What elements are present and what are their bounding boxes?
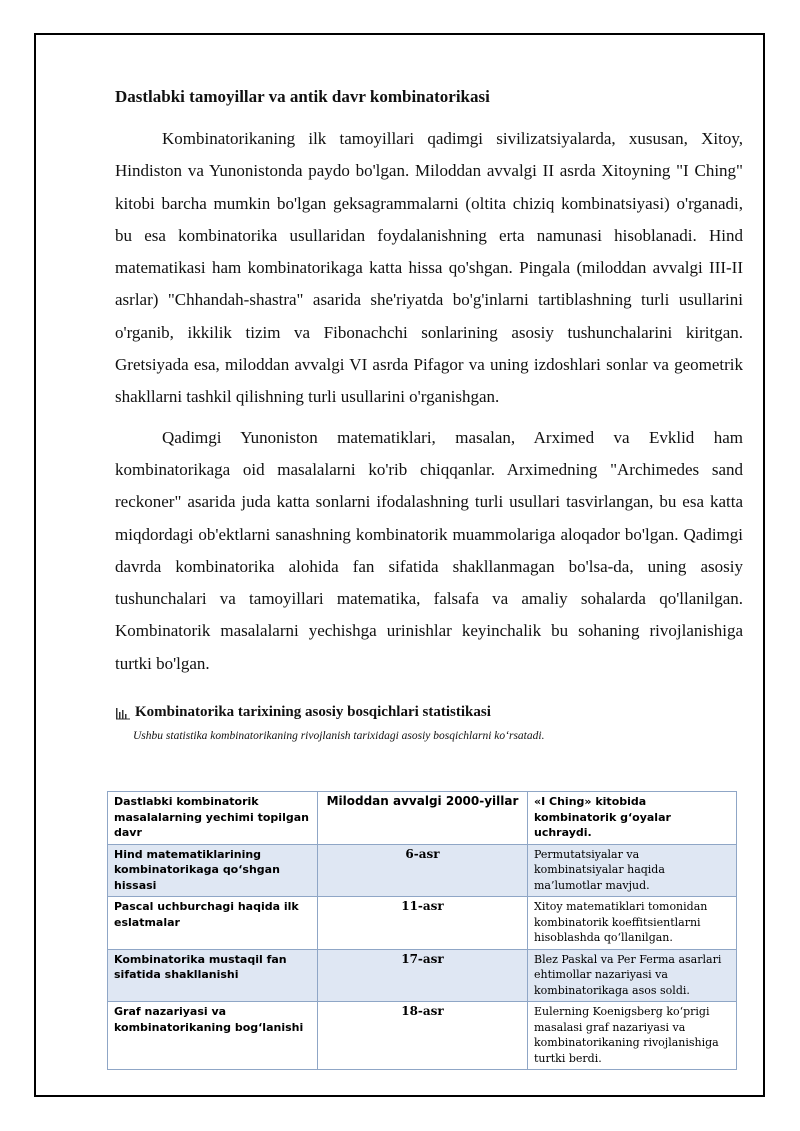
stats-caption: Ushbu statistika kombinatorikaning rivojlanish tarixidagi asosiy bosqichlarni ko‘rsatadi. — [133, 730, 545, 743]
stage-cell: Pascal uchburchagi haqida ilk eslatmalar — [108, 897, 318, 950]
note-cell: Permutatsiyalar va kombinatsiyalar haqida ma’lumotlar mavjud. — [528, 844, 737, 897]
period-cell: 17-asr — [318, 949, 528, 1002]
period-cell: 11-asr — [318, 897, 528, 950]
paragraph: Kombinatorikaning ilk tamoyillari qadimgi sivilizatsiyalarda, xususan, Xitoy, Hindiston va Yunonistonda paydo bo'lgan. Miloddan avvalgi II asrda Xitoyning "I Ching" kitobi barcha mumkin bo'lgan geksagrammalarni (oltita chiziq kombinatsiyasi) o'rganadi, bu esa kombinatorika usullaridan foydalanishning erta namunasi hisoblanadi. Hind matematikasi ham kombinatorikaga katta hissa qo'shgan. Pingala (miloddan avvalgi III-II asrlar) "Chhandah-shastra" asarida she'riyatda bo'g'inlarni tartiblashning turli usullarini o'rganib, ikkilik tizim va Fibonachchi sonlarining asosiy tushunchalarini kiritgan. Gretsiyada esa, miloddan avvalgi VI asrda Pifagor va uning izdoshlari sonlar va geometrik shakllarni tashkil qilishning turli usullarini o'rganishgan. — [115, 129, 743, 407]
period-cell: 6-asr — [318, 844, 528, 897]
period-cell: 18-asr — [318, 1002, 528, 1070]
stats-table — [107, 791, 737, 1070]
stats-heading — [115, 702, 743, 722]
stage-cell: Dastlabki kombinatorik masalalarning yechimi topilgan davr — [108, 792, 318, 845]
section-title: Dastlabki tamoyillar va antik davr kombinatorikasi — [115, 87, 490, 106]
note-cell: Blez Paskal va Per Ferma asarlari ehtimollar nazariyasi va kombinatorikaga asos soldi. — [528, 949, 737, 1002]
bar-chart-icon — [115, 706, 131, 720]
table-row — [108, 1002, 737, 1070]
note-cell: «I Ching» kitobida kombinatorik g‘oyalar uchraydi. — [528, 792, 737, 845]
table-row — [108, 792, 737, 845]
stage-cell: Graf nazariyasi va kombinatorikaning bog‘lanishi — [108, 1002, 318, 1070]
table-row — [108, 844, 737, 897]
paragraph: Qadimgi Yunoniston matematiklari, masalan, Arximed va Evklid ham kombinatorikaga oid masalalarni ko'rib chiqqanlar. Arximedning "Archimedes sand reckoner" asarida juda katta sonlarni ifodalashning turli usullari tasvirlangan, bu esa katta miqdordagi ob'ektlarni sanashning kombinatorik muammolariga aloqador bo'lgan. Qadimgi davrda kombinatorika alohida fan sifatida shakllanmagan bo'lsa-da, uning asosiy tushunchalari va tamoyillari matematika, falsafa va amaliy sohalarda qo'llanilgan. Kombinatorik masalalarni yechishga urinishlar keyinchalik bu sohaning rivojlanishiga turtki bo'lgan. — [115, 427, 743, 673]
document-body — [115, 85, 743, 750]
table-row — [108, 897, 737, 950]
note-cell: Eulerning Koenigsberg ko‘prigi masalasi graf nazariyasi va kombinatorikaning rivojlanishiga turtki berdi. — [528, 1002, 737, 1070]
note-cell: Xitoy matematiklari tomonidan kombinatorik koeffitsientlarni hisoblashda qo‘llanilgan. — [528, 897, 737, 950]
table-row — [108, 949, 737, 1002]
stats-heading-text: Kombinatorika tarixining asosiy bosqichlari statistikasi — [135, 704, 491, 721]
period-cell: Miloddan avvalgi 2000-yillar — [318, 792, 528, 845]
stage-cell: Kombinatorika mustaqil fan sifatida shakllanishi — [108, 949, 318, 1002]
stage-cell: Hind matematiklarining kombinatorikaga qo‘shgan hissasi — [108, 844, 318, 897]
